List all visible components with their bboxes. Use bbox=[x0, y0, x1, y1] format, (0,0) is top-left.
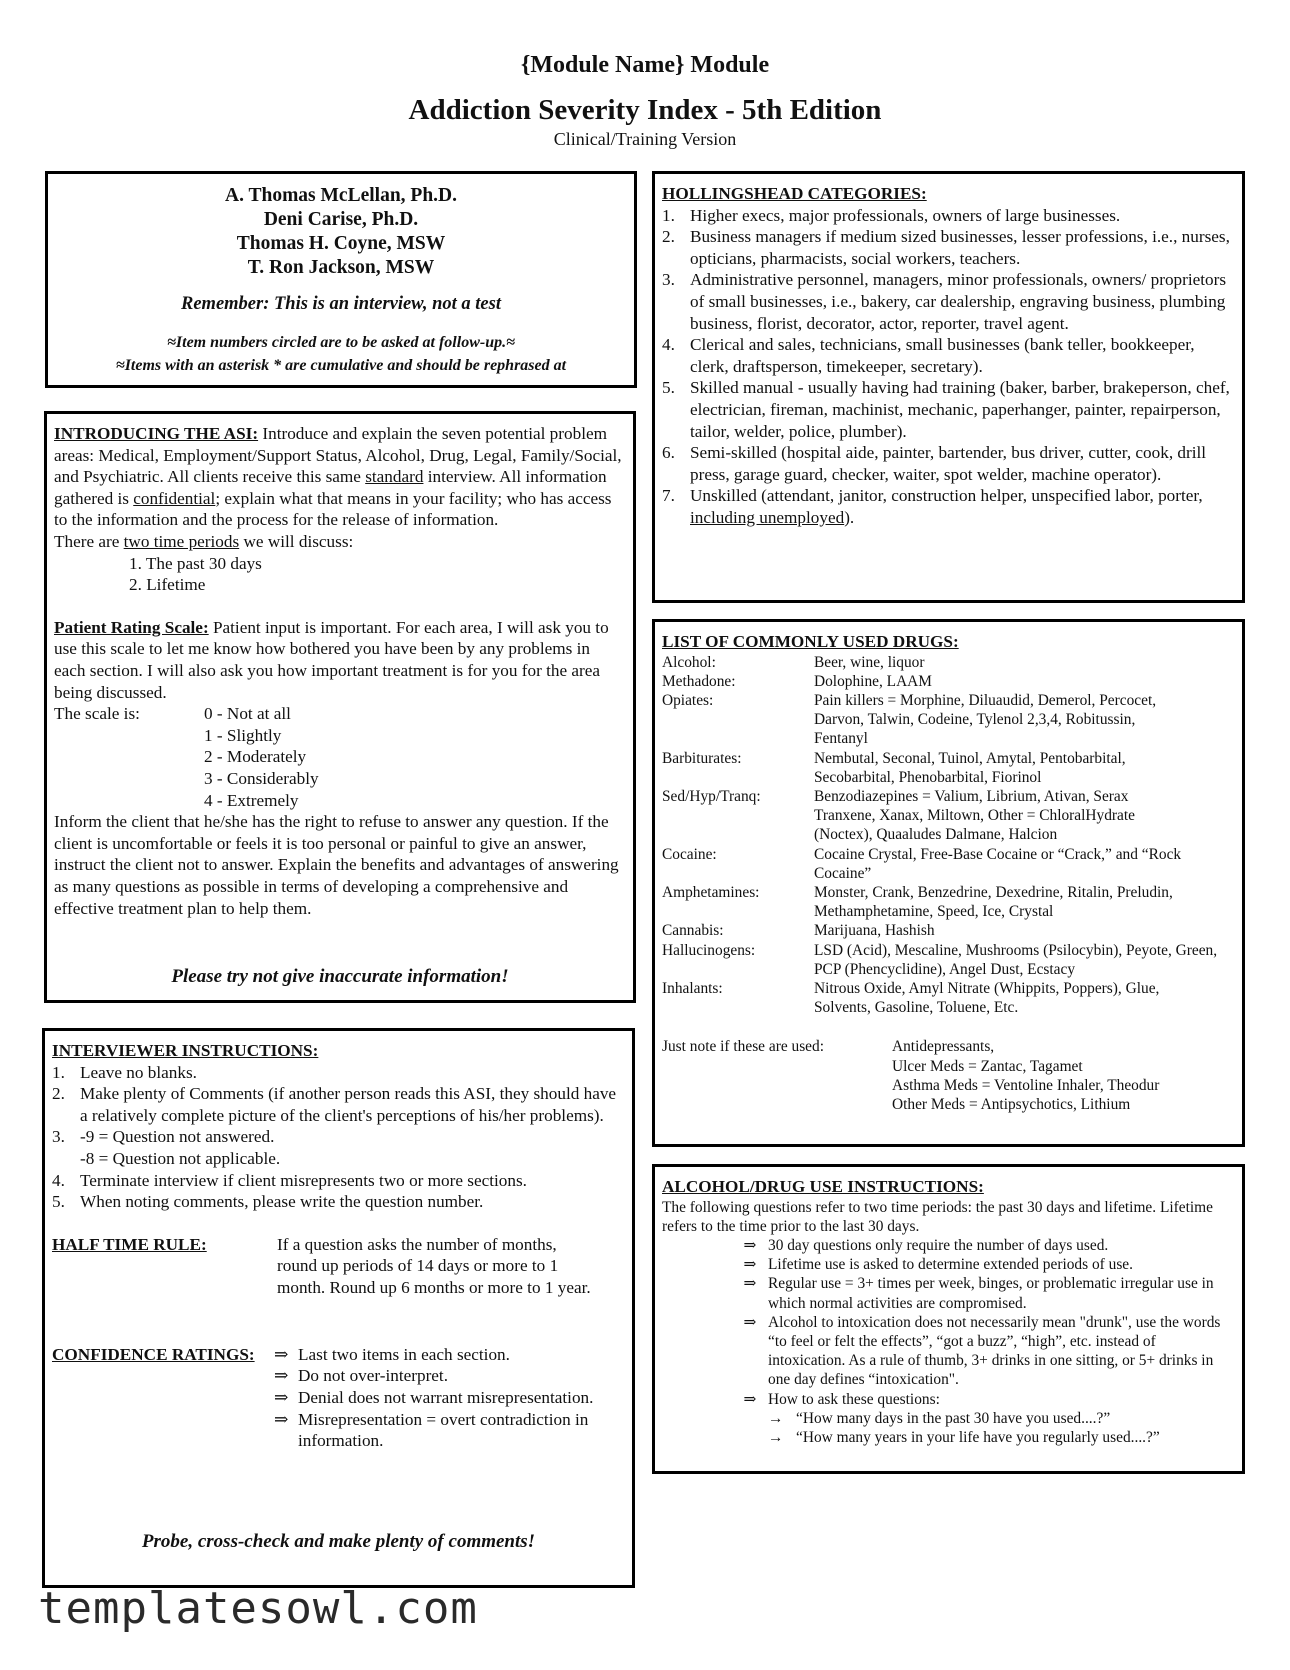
drug-class: Hallucinogens: bbox=[662, 941, 756, 959]
instruction-item bbox=[52, 1083, 617, 1126]
instruction-item bbox=[52, 1148, 617, 1170]
alcohol-drug-title: ALCOHOL/DRUG USE INSTRUCTIONS: bbox=[662, 1177, 984, 1196]
probe-note: Probe, cross-check and make plenty of comments! bbox=[141, 1531, 536, 1552]
item-number: 2. bbox=[662, 227, 675, 247]
instruction-text: Leave no blanks. bbox=[80, 1062, 197, 1082]
interviewer-box bbox=[42, 1028, 635, 1588]
alcohol-drug-text: Regular use = 3+ times per week, binges, or problematic irregular use in which normal activities are compromised. bbox=[768, 1275, 1214, 1312]
including-unemployed: including unemployed bbox=[690, 507, 845, 527]
drug-row bbox=[662, 672, 1232, 691]
confidence-item bbox=[274, 1365, 619, 1387]
introducing-box bbox=[44, 411, 636, 1003]
author-name: T. Ron Jackson, MSW bbox=[247, 257, 435, 278]
note-item: Asthma Meds = Ventoline Inhaler, Theodur bbox=[892, 1076, 1160, 1094]
note-item: Ulcer Meds = Zantac, Tagamet bbox=[892, 1057, 1083, 1075]
item-number: 1. bbox=[662, 205, 675, 225]
drug-row bbox=[662, 845, 1232, 883]
drug-row bbox=[662, 691, 1232, 749]
introducing-paragraph bbox=[54, 423, 624, 531]
drug-names: Nembutal, Seconal, Tuinol, Amytal, Pentobarbital, Secobarbital, Phenobarbital, Fiorinol bbox=[814, 749, 1126, 786]
alcohol-drug-text: How to ask these questions: bbox=[768, 1390, 940, 1408]
instruction-text: Make plenty of Comments (if another person reads this ASI, they should have a relatively complete picture of the client's perceptions of his/her problems). bbox=[80, 1084, 617, 1125]
scale-item: 1 - Slightly bbox=[204, 725, 282, 745]
interviewer-title: INTERVIEWER INSTRUCTIONS: bbox=[52, 1041, 319, 1060]
arrow-icon: ⇒ bbox=[743, 1313, 757, 1331]
question-example bbox=[768, 1409, 1232, 1428]
arrow-icon: ⇒ bbox=[743, 1256, 757, 1274]
drug-names: Benzodiazepines = Valium, Librium, Ativan, Serax Tranxene, Xanax, Miltown, Other = ChloralHydrate (Noctex), Quaaludes Dalmane, Halcion bbox=[814, 788, 1135, 844]
drug-names: Beer, wine, liquor bbox=[814, 653, 925, 671]
drug-row bbox=[662, 921, 1232, 940]
scale-label: The scale is: bbox=[54, 704, 140, 724]
drug-class: Amphetamines: bbox=[662, 884, 760, 902]
item-text: Skilled manual - usually having had training (baker, barber, brakeperson, chef, electrician, fireman, machinist, mechanic, paperhanger, painter, repairperson, tailor, welder, police, plumber). bbox=[690, 378, 1230, 441]
two-time-periods: two time periods bbox=[123, 531, 240, 551]
rating-text: Patient input is important. For each area, I will ask you to use this scale to let me know how bothered you have been by any problems in each section. I will also ask you how important treatment is for you for the area being discussed. bbox=[54, 617, 609, 702]
inaccurate-warning: Please try not give inaccurate information! bbox=[171, 966, 509, 987]
alcohol-drug-text: Alcohol to intoxication does not necessarily mean "drunk", use the words “to feel or felt the effects”, “got a buzz”, “high”, etc. instead of intoxication. As a rule of thumb, 3+ drinks in one sitting, or 5+ drinks in one day defines “intoxication". bbox=[768, 1313, 1221, 1389]
arrow-icon: ⇒ bbox=[274, 1366, 289, 1386]
arrow-icon: ⇒ bbox=[274, 1387, 289, 1407]
item-text: Semi-skilled (hospital aide, painter, bartender, bus driver, cutter, cook, drill press, garage guard, checker, waiter, spot welder, machine operator). bbox=[690, 443, 1207, 484]
drug-row bbox=[662, 787, 1232, 845]
arrow-icon: ⇒ bbox=[743, 1275, 757, 1293]
scale-item: 0 - Not at all bbox=[204, 704, 291, 724]
drug-names: Monster, Crank, Benzedrine, Dexedrine, Ritalin, Preludin, Methamphetamine, Speed, Ice, Crystal bbox=[814, 884, 1173, 921]
confidence-text: Misrepresentation = overt contradiction in information. bbox=[298, 1409, 589, 1451]
scale-item: 2 - Moderately bbox=[204, 747, 307, 767]
drug-class: Barbiturates: bbox=[662, 749, 742, 767]
introducing-text-2: interview. All information gathered is bbox=[54, 467, 607, 508]
instruction-number: 2. bbox=[52, 1084, 65, 1104]
drug-row bbox=[662, 653, 1232, 672]
drug-class: Methadone: bbox=[662, 672, 736, 690]
drug-class: Alcohol: bbox=[662, 653, 716, 671]
drug-class: Inhalants: bbox=[662, 980, 723, 998]
author-name: Thomas H. Coyne, MSW bbox=[236, 233, 446, 254]
scale-item: 4 - Extremely bbox=[204, 790, 299, 810]
introducing-text-3: ; explain what that means in your facility; who has access to the information and the process for the release of information. bbox=[54, 488, 612, 530]
drug-names: Marijuana, Hashish bbox=[814, 922, 935, 940]
confidential-text: confidential bbox=[133, 488, 216, 508]
instruction-item bbox=[52, 1062, 617, 1084]
standard-text: standard bbox=[365, 467, 424, 487]
drug-class: Opiates: bbox=[662, 692, 714, 709]
right-arrow-icon: → bbox=[768, 1429, 784, 1447]
question-example bbox=[768, 1428, 1232, 1447]
drug-names: LSD (Acid), Mescaline, Mushrooms (Psilocybin), Peyote, Green, PCP (Phencyclidine), Angel Dust, Ecstacy bbox=[814, 941, 1218, 978]
alcohol-drug-item bbox=[732, 1255, 1232, 1274]
instruction-text: -8 = Question not applicable. bbox=[80, 1148, 281, 1168]
drugs-box bbox=[652, 619, 1245, 1147]
note-label: Just note if these are used: bbox=[662, 1038, 824, 1056]
drug-names: Cocaine Crystal, Free-Base Cocaine or “Crack,” and “Rock Cocaine” bbox=[814, 845, 1182, 882]
arrow-icon: ⇒ bbox=[743, 1237, 757, 1254]
item-text: Clerical and sales, technicians, small businesses (bank teller, bookkeeper, clerk, draftsperson, timekeeper, secretary). bbox=[690, 335, 1195, 376]
hollingshead-item bbox=[662, 485, 1232, 528]
drug-row bbox=[662, 979, 1232, 1017]
hollingshead-item bbox=[662, 226, 1232, 269]
rating-scale bbox=[54, 703, 624, 811]
confidence-text: Last two items in each section. bbox=[298, 1344, 510, 1364]
instruction-number: 1. bbox=[52, 1062, 65, 1082]
time-periods-line bbox=[54, 531, 624, 553]
question-text: “How many days in the past 30 have you used....?” bbox=[796, 1409, 1111, 1427]
drugs-title: LIST OF COMMONLY USED DRUGS: bbox=[662, 632, 959, 651]
hollingshead-title: HOLLINGSHEAD CATEGORIES: bbox=[662, 184, 927, 203]
half-time-text: If a question asks the number of months, round up periods of 14 days or more to 1 month. Round up 6 months or more to 1 year. bbox=[277, 1234, 591, 1297]
instruction-item bbox=[52, 1191, 617, 1213]
alcohol-drug-box bbox=[652, 1164, 1245, 1474]
note-item: Antidepressants, bbox=[892, 1038, 995, 1056]
item-number: 5. bbox=[662, 378, 675, 398]
document-subtitle: Clinical/Training Version bbox=[553, 129, 737, 149]
hollingshead-item bbox=[662, 442, 1232, 485]
item-text: Higher execs, major professionals, owners of large businesses. bbox=[690, 205, 1121, 225]
alcohol-drug-item bbox=[732, 1390, 1232, 1409]
instruction-item bbox=[52, 1126, 617, 1148]
alcohol-drug-text: Lifetime use is asked to determine extended periods of use. bbox=[768, 1256, 1133, 1274]
module-title: {Module Name} Module bbox=[520, 52, 770, 78]
instruction-item bbox=[52, 1170, 617, 1192]
other-meds-note bbox=[662, 1037, 1232, 1114]
document-title: Addiction Severity Index - 5th Edition bbox=[408, 94, 882, 126]
authors-box bbox=[45, 171, 637, 388]
drug-row bbox=[662, 749, 1232, 787]
introducing-text-1: Introduce and explain the seven potential problem areas: Medical, Employment/Support Status, Alcohol, Drug, Legal, Family/Social, and Psychiatric. All clients receive this same bbox=[54, 424, 622, 487]
hollingshead-item bbox=[662, 334, 1232, 377]
inform-paragraph: Inform the client that he/she has the right to refuse to answer any question. If the client is uncomfortable or feels it is too personal or painful to give an answer, instruct the client not to answer. Explain the benefits and advantages of answering as many questions as possible in terms of developing a comprehensive and effective treatment plan to help them. bbox=[54, 812, 619, 918]
instruction-text: -9 = Question not answered. bbox=[80, 1127, 275, 1147]
confidence-text: Denial does not warrant misrepresentation. bbox=[298, 1387, 594, 1407]
item-number: 6. bbox=[662, 443, 675, 463]
item-number: 4. bbox=[662, 335, 675, 355]
hollingshead-item bbox=[662, 205, 1232, 227]
confidence-item bbox=[274, 1344, 619, 1366]
drug-names: Dolophine, LAAM bbox=[814, 672, 932, 690]
arrow-icon: ⇒ bbox=[274, 1409, 289, 1429]
alcohol-drug-intro: The following questions refer to two time periods: the past 30 days and lifetime. Lifetime refers to the time prior to the last 30 days. bbox=[662, 1198, 1213, 1235]
item-number: 7. bbox=[662, 486, 675, 506]
asterisk-note: ≈Items with an asterisk * are cumulative and should be rephrased at bbox=[115, 357, 567, 374]
time-periods-text-2: we will discuss: bbox=[239, 531, 354, 551]
scale-item: 3 - Considerably bbox=[204, 768, 319, 788]
time-period-item: 1. The past 30 days bbox=[129, 553, 262, 573]
rating-paragraph bbox=[54, 617, 624, 703]
item-text: Business managers if medium sized businesses, lesser professions, i.e., nurses, opticians, pharmacists, social workers, teachers. bbox=[690, 227, 1230, 268]
arrow-icon: ⇒ bbox=[743, 1390, 757, 1408]
remember-note: Remember: This is an interview, not a test bbox=[181, 294, 501, 314]
item-text: Administrative personnel, managers, minor professionals, owners/ proprietors of small businesses, i.e., bakery, car dealership, engraving business, plumbing business, florist, decorator, actor, reporter, travel agent. bbox=[690, 270, 1227, 333]
alcohol-drug-item bbox=[732, 1313, 1232, 1390]
drug-row bbox=[662, 883, 1232, 921]
item-number: 3. bbox=[662, 270, 675, 290]
rating-title: Patient Rating Scale: bbox=[54, 617, 209, 637]
arrow-icon: ⇒ bbox=[274, 1344, 289, 1364]
watermark: templatesowl.com bbox=[38, 1583, 478, 1634]
time-period-item: 2. Lifetime bbox=[129, 575, 206, 595]
drug-names: Pain killers = Morphine, Diluaudid, Demerol, Percocet, Darvon, Talwin, Codeine, Tylenol 2,3,4, Robitussin, Fentanyl bbox=[814, 692, 1157, 748]
half-time-title: HALF TIME RULE: bbox=[52, 1234, 207, 1254]
alcohol-drug-item bbox=[732, 1274, 1232, 1312]
author-name: A. Thomas McLellan, Ph.D. bbox=[224, 185, 458, 206]
drug-names: Nitrous Oxide, Amyl Nitrate (Whippits, Poppers), Glue, Solvents, Gasoline, Toluene, Etc. bbox=[814, 980, 1160, 1017]
hollingshead-item bbox=[662, 377, 1232, 442]
item-text-end: ). bbox=[844, 507, 855, 527]
question-text: “How many years in your life have you regularly used....?” bbox=[796, 1429, 1160, 1447]
drug-class: Cocaine: bbox=[662, 845, 717, 863]
time-periods-text-1: There are bbox=[54, 531, 124, 551]
confidence-title: CONFIDENCE RATINGS: bbox=[52, 1344, 255, 1364]
drug-class: Cannabis: bbox=[662, 922, 724, 940]
alcohol-drug-text: 30 day questions only require the number of days used. bbox=[768, 1237, 1109, 1254]
drug-row bbox=[662, 941, 1232, 979]
instruction-number: 4. bbox=[52, 1170, 65, 1190]
instruction-text: When noting comments, please write the question number. bbox=[80, 1192, 484, 1212]
note-item: Other Meds = Antipsychotics, Lithium bbox=[892, 1096, 1131, 1114]
followup-note: ≈Item numbers circled are to be asked at follow-up.≈ bbox=[167, 334, 515, 351]
item-text: Unskilled (attendant, janitor, construction helper, unspecified labor, porter, bbox=[690, 486, 1203, 506]
hollingshead-item bbox=[662, 269, 1232, 334]
hollingshead-box bbox=[652, 171, 1245, 603]
confidence-text: Do not over-interpret. bbox=[298, 1366, 448, 1386]
confidence-item bbox=[274, 1387, 619, 1409]
confidence-item bbox=[274, 1409, 619, 1452]
right-arrow-icon: → bbox=[768, 1409, 784, 1427]
alcohol-drug-item bbox=[732, 1236, 1232, 1255]
drug-class: Sed/Hyp/Tranq: bbox=[662, 788, 761, 806]
author-name: Deni Carise, Ph.D. bbox=[263, 209, 419, 230]
instruction-number: 5. bbox=[52, 1192, 65, 1212]
introducing-title: INTRODUCING THE ASI: bbox=[54, 424, 259, 443]
instruction-number: 3. bbox=[52, 1127, 65, 1147]
instruction-text: Terminate interview if client misrepresents two or more sections. bbox=[80, 1170, 527, 1190]
